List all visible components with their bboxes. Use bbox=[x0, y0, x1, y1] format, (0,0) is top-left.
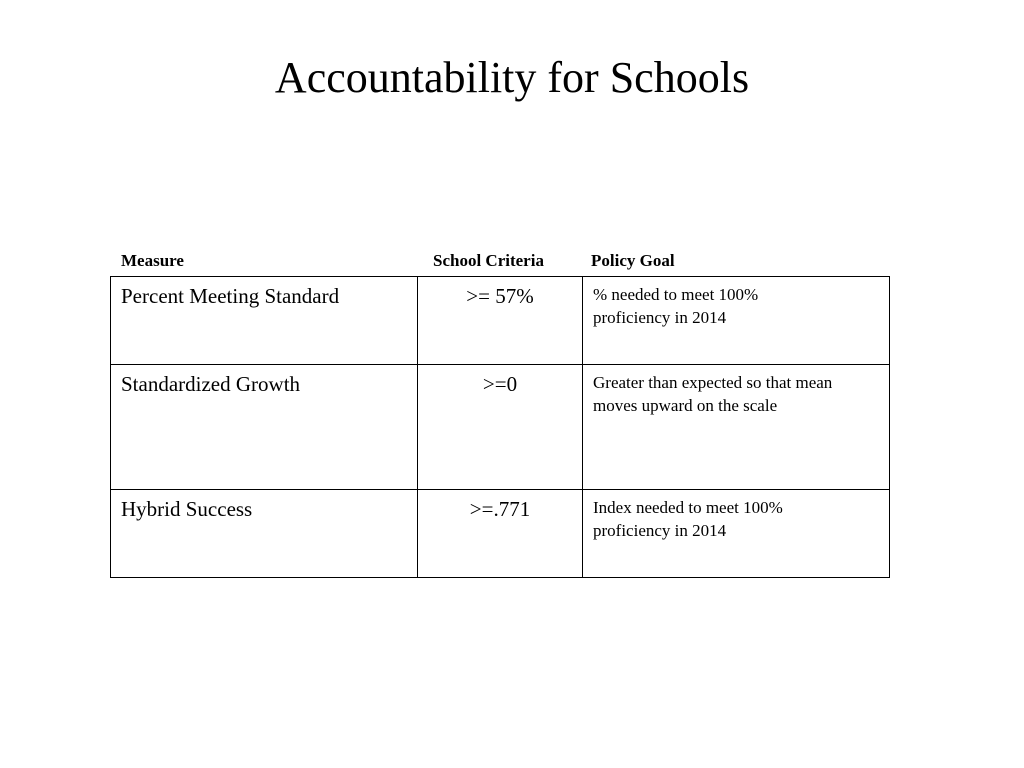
goal-cell bbox=[583, 277, 890, 365]
column-header-policy-goal: Policy Goal bbox=[591, 251, 675, 270]
goal-text bbox=[583, 490, 889, 542]
goal-text bbox=[583, 277, 889, 329]
measure-text: Percent Meeting Standard bbox=[121, 284, 340, 308]
criteria-cell bbox=[418, 277, 583, 365]
criteria-text: >=0 bbox=[482, 372, 518, 396]
goal-cell bbox=[583, 365, 890, 490]
measure-cell bbox=[111, 490, 418, 578]
criteria-text: >=.771 bbox=[469, 497, 531, 521]
goal-line: moves upward on the scale bbox=[593, 396, 778, 415]
slide-title: Accountability for Schools bbox=[274, 53, 750, 102]
accountability-table bbox=[110, 276, 890, 578]
criteria-cell bbox=[418, 490, 583, 578]
column-header-school-criteria: School Criteria bbox=[433, 251, 544, 270]
table-row bbox=[111, 365, 890, 490]
table-row bbox=[111, 277, 890, 365]
column-header-measure: Measure bbox=[121, 251, 184, 270]
goal-line: Greater than expected so that mean bbox=[593, 373, 833, 392]
table-row bbox=[111, 490, 890, 578]
goal-line: Index needed to meet 100% bbox=[593, 498, 783, 517]
measure-text: Hybrid Success bbox=[121, 497, 253, 521]
goal-line: proficiency in 2014 bbox=[593, 521, 727, 540]
measure-cell bbox=[111, 365, 418, 490]
measure-cell bbox=[111, 277, 418, 365]
measure-text: Standardized Growth bbox=[121, 372, 301, 396]
criteria-cell bbox=[418, 365, 583, 490]
goal-line: % needed to meet 100% bbox=[593, 285, 759, 304]
goal-text bbox=[583, 365, 889, 417]
goal-line: proficiency in 2014 bbox=[593, 308, 727, 327]
goal-cell bbox=[583, 490, 890, 578]
criteria-text: >= 57% bbox=[466, 284, 534, 308]
